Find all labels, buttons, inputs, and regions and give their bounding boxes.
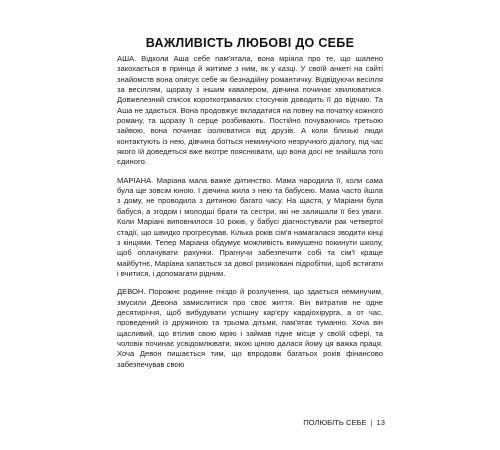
footer-separator: |	[370, 418, 373, 427]
paragraph-asha	[117, 54, 383, 168]
running-title: ПОЛЮБІТЬ СЕБЕ	[303, 418, 367, 427]
paragraph-lead: ДЕВОН.	[117, 287, 146, 297]
body-text	[117, 54, 383, 378]
paragraph-mariana	[117, 176, 383, 279]
page-number: 13	[376, 418, 385, 427]
paragraph-text: Маріана мала важке дитинство. Мама народила її, коли сама була ще зовсім юною. І дівчина жила з нею та бабусею. Мама часто йшла з дому, не проводила з дитиною багато часу. На щастя, у Маріани була бабуся, а згодом і молодші брати та сестри, які не залишали її без уваги. Коли Маріані виповнилося 10 років, у бабусі діагностували рак четвертої стадії, що швидко прогресував. Кілька років сім'я намагалася зводити кінці з кінцями. Тепер Маріана обдумує можливість вимушено покинути школу, щоб оплачувати рахунки. Прагнучи забезпечити собі та сім'ї краще майбутнє, Маріана хапається за дової ризиковані підробітки, щоб встигати і вчитися, і допомагати рідним.	[117, 175, 383, 278]
paragraph-text: Відколи Аша себе пам'ятала, вона мріяла про те, що шалено закохається в принца й житиме з ним, як у казці. У своїй анкеті на сайті знайомств вона описує себе як безнадійну романтичку. Відвідуючи весілля за весіллям, щоразу з іншим кавалером, дівчина починає хвилюватися. Довжелезний список короткотривалих стосунків доводить її до відчаю. Та Аша не здається. Вона продовжує вкладатися на повну на початку кожного роману, та щоразу її серце розбивають. Постійно почуваючись третьою зайвою, вона починає ізолюватися від друзів. А коли близькі люди контактують із нею, дівчина боїться неминучого незручного діалогу, під час якого їй доведеться вже вкотре пояснювати, що вона досі не знайшла того єдиного.	[117, 54, 383, 167]
paragraph-lead: АША.	[117, 54, 137, 63]
paragraph-lead: МАРІАНА.	[117, 175, 154, 185]
chapter-title: ВАЖЛИВІСТЬ ЛЮБОВІ ДО СЕБЕ	[145, 36, 355, 50]
page-footer	[0, 418, 385, 427]
paragraph-text: Порожнє родинне гніздо й розлучення, що здається неминучим, змусили Девона замислитися про своє життя. Він витратив не одне десятиріччя, щоб вибудувати успішну кар'єру кардіохірурга, а от час, проведений із дружиною та трьома дітьми, пам'ятає туманно. Хоча він щасливий, що втілив свою мрію і займав гідне місце у своїй сфері, та чоловік починає усвідомлювати, якою ціною далася йому ця важка праця. Хоча Девон пишається тим, що впродовж багатьох років фінансово забезпечував свою	[117, 287, 383, 369]
paragraph-devon	[117, 287, 383, 370]
